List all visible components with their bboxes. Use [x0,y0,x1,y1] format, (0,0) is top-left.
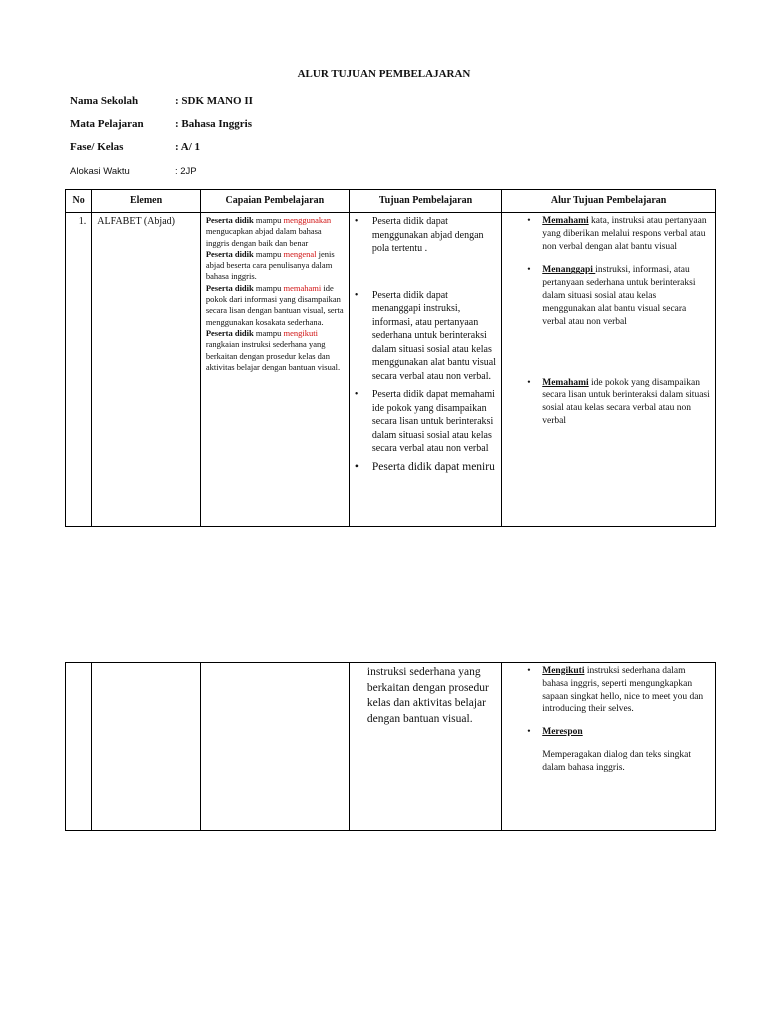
alur-text: ide pokok yang disampaikan secara lisan untuk berinteraksi dalam situasi sosial atau kelas secara verbal atau non verbal [542,377,710,426]
info-value: : 2JP [175,166,197,177]
cell-elemen: ALFABET (Abjad) [92,213,201,527]
document-title: ALUR TUJUAN PEMBELAJARAN [297,68,471,80]
info-time [70,166,197,177]
alur-note: Memperagakan dialog dan teks singkat dalam bahasa inggris. [542,750,692,773]
alur-list [507,215,710,428]
info-phase [70,141,200,153]
cell-alur [502,213,716,527]
alur-keyword: Mengikuti [542,666,585,676]
alur-list [507,665,710,739]
alur-item [507,215,710,253]
header-tujuan: Tujuan Pembelajaran [349,190,501,213]
tujuan-item: • Peserta didik dapat menanggapi instruksi, informasi, atau pertanyaan sederhana untuk berinteraksi dalam situasi sosial atau kelas menggunakan alat bantu visual secara verbal atau non verbal. [355,289,496,384]
info-label: Mata Pelajaran [70,118,144,130]
cell-capaian [200,663,349,831]
capaian-subject: Peserta didik [205,248,254,259]
tujuan-item: • Peserta didik dapat menggunakan abjad dengan pola tertentu . [355,215,496,256]
capaian-subject: Peserta didik [205,215,254,225]
info-value: : SDK MANO II [175,95,253,107]
info-label: Alokasi Waktu [70,166,130,177]
alur-text: instruksi sederhana dalam bahasa inggris, seperti mengungkapkan sapaan singkat hello, nice to meet you dan introducing their selves. [542,666,704,715]
info-value: : A/ 1 [175,141,201,153]
capaian-item [206,328,344,373]
capaian-item [206,283,344,328]
cell-no [66,663,92,831]
alur-item [507,264,710,328]
header-elemen: Elemen [92,190,201,213]
table-header-row [66,190,716,213]
info-label: Fase/ Kelas [70,141,124,153]
capaian-text: mampu [253,248,284,259]
alur-keyword: Memahami [542,377,589,388]
capaian-subject: Peserta didik [205,327,254,338]
capaian-subject: Peserta didik [205,282,254,293]
capaian-text: rangkaian instruksi sederhana yang berkaitan dengan prosedur kelas dan aktivitas belajar dengan bantuan visual. [205,339,341,372]
info-school [70,95,253,107]
alur-item [507,665,710,716]
info-value: : Bahasa Inggris [175,118,253,130]
capaian-item [206,249,344,283]
alur-text: instruksi, informasi, atau pertanyaan sederhana untuk berinteraksi dalam situasi sosial atau kelas menggunakan alat bantu visual secara verbal atau non verbal [542,265,696,327]
header-alur: Alur Tujuan Pembelajaran [502,190,716,213]
capaian-verb: mengenal [283,248,317,259]
alur-text: kata, instruksi atau pertanyaan yang diberikan melalui respons verbal atau non verbal dengan alat bantu visual [542,216,707,252]
info-subject [70,118,252,130]
alur-keyword: Memahami [542,216,589,226]
table-row [66,213,716,527]
tujuan-list [355,215,496,475]
table-row [66,663,716,831]
header-no: No [66,190,92,213]
capaian-text: mampu [253,282,284,293]
capaian-text: mampu [253,327,284,338]
atp-table-page1 [65,189,716,527]
tujuan-item: • Peserta didik dapat memahami ide pokok yang disampaikan secara lisan untuk berinteraksi dalam situasi sosial atau kelas secara verbal atau non verbal [355,388,496,456]
alur-keyword: Menanggapi [542,265,596,276]
alur-item [507,726,710,739]
capaian-verb: mengikuti [283,327,318,338]
capaian-verb: menggunakan [283,215,332,225]
tujuan-item: • Peserta didik dapat meniru [355,460,496,476]
cell-tujuan-continued: instruksi sederhana yang berkaitan dengan prosedur kelas dan aktivitas belajar dengan bantuan visual. [349,663,501,831]
capaian-text: mengucapkan abjad dalam bahasa inggris dengan baik dan benar [205,226,322,248]
alur-keyword: Merespon [542,727,583,738]
cell-elemen [92,663,201,831]
alur-item [507,377,710,428]
capaian-text: mampu [253,215,284,225]
capaian-text: ide pokok dari informasi yang disampaikan secara lisan dengan bantuan visual, serta menggunakan kosakata sederhana. [205,282,344,327]
atp-table-page2 [65,662,716,831]
info-label: Nama Sekolah [70,95,139,107]
cell-no: 1. [66,213,92,527]
capaian-verb: memahami [283,282,322,293]
cell-alur [502,663,716,831]
cell-capaian [200,213,349,527]
capaian-item [206,215,344,249]
header-capaian: Capaian Pembelajaran [200,190,349,213]
cell-tujuan [349,213,501,527]
capaian-text: jenis abjad beserta cara penulisanya dalam bahasa inggris. [205,248,335,282]
